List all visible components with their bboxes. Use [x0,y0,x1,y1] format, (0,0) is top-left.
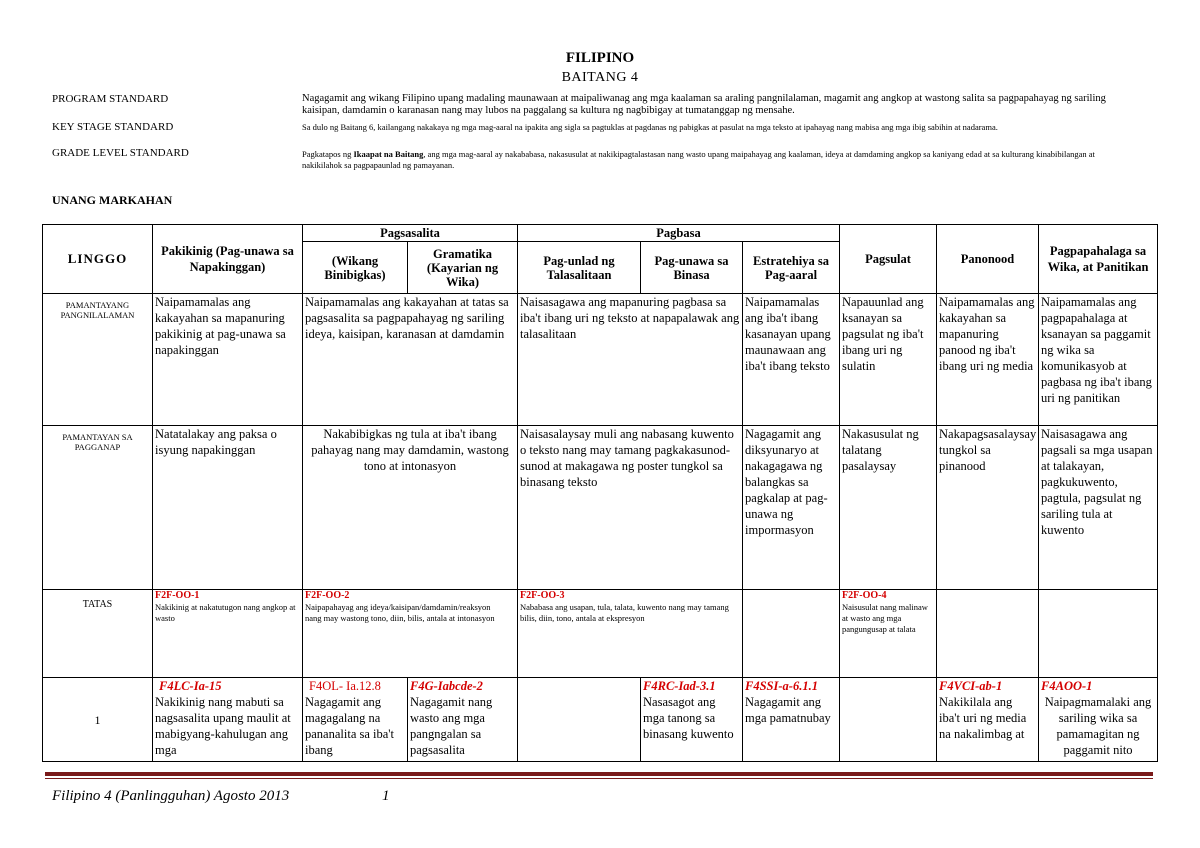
cell-pagpapahalaga [1039,590,1158,678]
cell-pakikinig: F2F-OO-1 Nakikinig at nakatutugon nang angkop at wasto [153,590,303,678]
footer-divider [45,772,1153,776]
cell-pagbasa: Naisasalaysay muli ang nabasang kuwento o teksto nang may tamang pagkakasunod-sunod at makagawa ng poster tungkol sa binasang teksto [518,426,743,590]
cell-pagpapahalaga: F4AOO-1 Naipagmamalaki ang sariling wika sa pamamagitan ng paggamit nito [1039,678,1158,762]
curriculum-table [42,224,1158,762]
header-gramatika: Gramatika (Kayarian ng Wika) [408,242,518,294]
header-pagsasalita: Pagsasalita [303,225,518,242]
cell-panonood [937,590,1039,678]
table-row [43,678,1158,762]
row-label-pamantayang: PAMANTAYANG PANGNILALAMAN [43,294,153,426]
document-title: FILIPINO [565,50,635,66]
document-subtitle: BAITANG 4 [561,70,639,85]
cell-panonood: F4VCI-ab-1 Nakikilala ang iba't uri ng media na nakalimbag at [937,678,1039,762]
grade-level-standard-text: Pagkatapos ng Ikaapat na Baitang, ang mga mag-aaral ay nakababasa, nakasusulat at nakikipagtalastasan nang wasto upang maipahayag ang kaalaman, ideya at damdaming angkop sa kaniyang edad at sa kulturang kinabibilangan at nakikilahok sa pagpapaunlad ng pamayanan. [302,149,1095,170]
cell-panonood: Naipamamalas ang kakayahan sa mapanuring panood ng iba't ibang uri ng media [937,294,1039,426]
quarter-heading: UNANG MARKAHAN [52,193,173,207]
cell-pagsasalita: Naipamamalas ang kakayahan at tatas sa pagsasalita sa pagpapahayag ng sariling ideya, kaisipan, karanasan at damdamin [303,294,518,426]
program-standard-text: Nagagamit ang wikang Filipino upang madaling maunawaan at maipaliwanag ang mga kaalaman sa araling pangnilalaman, magamit ang angkop at wastong salita sa pagpapahayag ng sariling kaisipan, damdamin o karanasan nang may lubos na paggalang sa kultura ng nagbibigay at tumatanggap ng mensahe. [302,93,1106,116]
cell-pagpapahalaga: Naipamamalas ang pagpapahalaga at ksanayan sa paggamit ng wika sa komunikasyob at pagbasa ng iba't ibang uri ng panitikan [1039,294,1158,426]
cell-pagsulat: F2F-OO-4 Naisusulat nang malinaw at wasto ang mga pangungusap at talata [840,590,937,678]
header-pagbasa: Pagbasa [518,225,840,242]
row-label-tatas: TATAS [43,590,153,678]
key-stage-standard-text: Sa dulo ng Baitang 6, kailangang nakakaya ng mga mag-aaral na ipakita ang sigla sa pagtuklas at pagdanas ng pabigkas at pasulat na mga teksto at ipahayag nang mabisa ang mga ibig sabihin at nadarama. [302,122,998,132]
cell-estratehiya: Naipamamalas ang iba't ibang kasanayan upang maunawaan ang iba't ibang teksto [743,294,840,426]
cell-pakikinig: Natatalakay ang paksa o isyung napakinggan [153,426,303,590]
footer-text: Filipino 4 (Panlingguhan) Agosto 2013 [52,788,290,804]
header-pagpapahalaga: Pagpapahalaga sa Wika, at Panitikan [1039,225,1158,294]
header-panonood: Panonood [937,225,1039,294]
header-pag-unlad: Pag-unlad ng Talasalitaan [518,242,641,294]
cell-pagsulat: Nakasusulat ng talatang pasalaysay [840,426,937,590]
cell-pagsasalita: Nakabibigkas ng tula at iba't ibang pahayag nang may damdamin, wastong tono at intonasyon [303,426,518,590]
table-row [43,426,1158,590]
header-pagsulat: Pagsulat [840,225,937,294]
cell-estratehiya: Nagagamit ang diksyunaryo at nakagagawa ng balangkas sa pagkalap at pag-unawa ng impormasyon [743,426,840,590]
header-estratehiya: Estratehiya sa Pag-aaral [743,242,840,294]
header-wikang-binibigkas: (Wikang Binibigkas) [303,242,408,294]
header-pakikinig: Pakikinig (Pag-unawa sa Napakinggan) [153,225,303,294]
cell-pagpapahalaga: Naisasagawa ang pagsali sa mga usapan at talakayan, pagkukuwento, pagtula, pagsulat ng sariling tula at kuwento [1039,426,1158,590]
cell-wikang-binibigkas: F4OL- Ia.12.8 Nagagamit ang magagalang na pananalita sa iba't ibang [303,678,408,762]
cell-pag-unawa: F4RC-Iad-3.1 Nasasagot ang mga tanong sa binasang kuwento [641,678,743,762]
key-stage-standard-label: KEY STAGE STANDARD [52,121,174,133]
table-row [43,294,1158,426]
cell-gramatika: F4G-Iabcde-2 Nagagamit nang wasto ang mga pangngalan sa pagsasalita [408,678,518,762]
program-standard-label: PROGRAM STANDARD [52,93,169,105]
row-label-pagganap: PAMANTAYAN SA PAGGANAP [43,426,153,590]
cell-pakikinig: Naipamamalas ang kakayahan sa mapanuring pakikinig at pag-unawa sa napakinggan [153,294,303,426]
cell-pagbasa: Naisasagawa ang mapanuring pagbasa sa iba't ibang uri ng teksto at napapalawak ang talasalitaan [518,294,743,426]
table-row [43,590,1158,678]
header-linggo: LINGGO [43,225,153,294]
cell-estratehiya: F4SSI-a-6.1.1 Nagagamit ang mga pamatnubay [743,678,840,762]
footer-divider-thin [45,778,1153,779]
cell-pagsulat: Napauunlad ang ksanayan sa pagsulat ng iba't ibang uri ng sulatin [840,294,937,426]
row-label-week: 1 [43,678,153,762]
cell-pag-unlad [518,678,641,762]
cell-pakikinig: F4LC-Ia-15 Nakikinig nang mabuti sa nagsasalita upang maulit at mabigyang-kahulugan ang mga [153,678,303,762]
page-number: 1 [382,788,390,804]
cell-panonood: Nakapagsasalaysay tungkol sa pinanood [937,426,1039,590]
cell-estratehiya [743,590,840,678]
cell-pagsulat [840,678,937,762]
grade-level-standard-label: GRADE LEVEL STANDARD [52,147,189,159]
cell-pagsasalita: F2F-OO-2 Naipapahayag ang ideya/kaisipan/damdamin/reaksyon nang may wastong tono, diin, bilis, antala at intonasyon [303,590,518,678]
cell-pagbasa: F2F-OO-3 Nababasa ang usapan, tula, talata, kuwento nang may tamang bilis, diin, tono, antala at ekspresyon [518,590,743,678]
header-pag-unawa: Pag-unawa sa Binasa [641,242,743,294]
